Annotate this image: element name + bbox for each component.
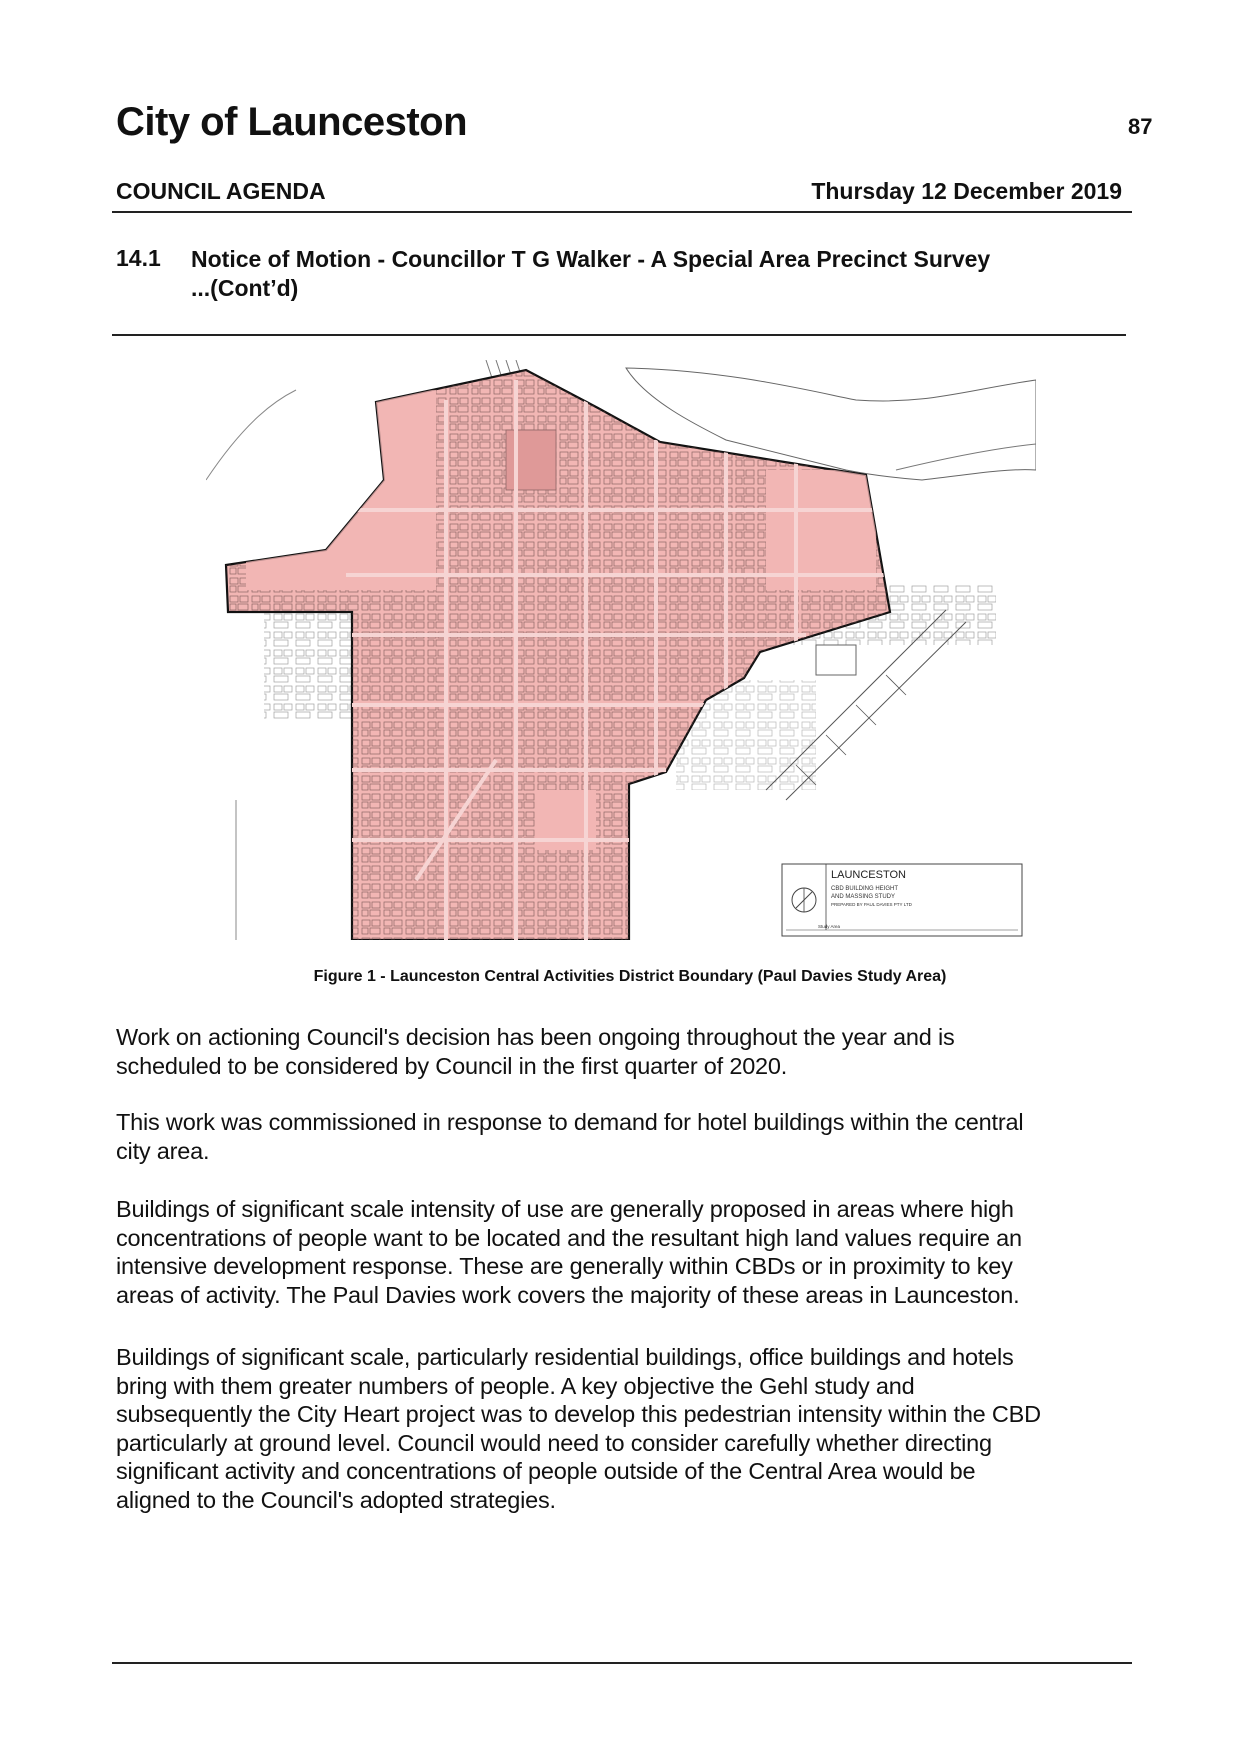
paragraph-line: aligned to the Council's adopted strategies. <box>116 1486 556 1513</box>
paragraph-line: Buildings of significant scale intensity of use are generally proposed in areas where high <box>116 1196 1014 1222</box>
paragraph-line: scheduled to be considered by Council in the first quarter of 2020. <box>116 1052 788 1079</box>
paragraph-1 <box>116 1023 1136 1080</box>
paragraph-line: intensive development response. These are generally within CBDs or in proximity to key <box>116 1253 1013 1279</box>
item-title-line-1: Notice of Motion - Councillor T G Walker - A Special Area Precinct Survey <box>191 246 991 272</box>
meeting-date: Thursday 12 December 2019 <box>811 178 1122 204</box>
paragraph-line: subsequently the City Heart project was to develop this pedestrian intensity within the CBD <box>116 1401 1041 1427</box>
item-title-line-2: ...(Cont’d) <box>191 275 299 301</box>
paragraph-2 <box>116 1108 1136 1165</box>
paragraph-4 <box>116 1343 1136 1514</box>
paragraph-line: city area. <box>116 1137 210 1164</box>
paragraph-line: areas of activity. The Paul Davies work covers the majority of these areas in Launceston. <box>116 1281 1020 1308</box>
legend-key: Study Area <box>818 924 841 929</box>
item-number: 14.1 <box>116 245 161 271</box>
document-title: City of Launceston <box>116 100 468 144</box>
figure-caption: Figure 1 - Launceston Central Activities District Boundary (Paul Davies Study Area) <box>313 968 947 985</box>
section-label: COUNCIL AGENDA <box>116 178 326 204</box>
paragraph-line: concentrations of people want to be located and the resultant high land values require an <box>116 1224 1022 1251</box>
legend-line-3: PREPARED BY PAUL DAVIES PTY LTD <box>831 902 912 907</box>
map-legend <box>782 864 1022 936</box>
legend-line-1: CBD BUILDING HEIGHT <box>831 886 899 892</box>
legend-title: LAUNCESTON <box>831 869 906 881</box>
paragraph-line: This work was commissioned in response to demand for hotel buildings within the central <box>116 1109 1024 1135</box>
footer-divider <box>112 1662 1132 1664</box>
paragraph-line: bring with them greater numbers of people. A key objective the Gehl study and <box>116 1372 915 1399</box>
district-boundary-map <box>206 360 1036 940</box>
paragraph-3 <box>116 1195 1136 1309</box>
paragraph-line: Buildings of significant scale, particularly residential buildings, office buildings and hotels <box>116 1344 1014 1370</box>
paragraph-line: particularly at ground level. Council would need to consider carefully whether directing <box>116 1429 992 1456</box>
paragraph-line: significant activity and concentrations of people outside of the Central Area would be <box>116 1458 976 1484</box>
item-divider <box>112 334 1126 336</box>
paragraph-line: Work on actioning Council's decision has been ongoing throughout the year and is <box>116 1024 955 1050</box>
page-number: 87 <box>1128 114 1153 139</box>
header-divider <box>112 211 1132 213</box>
item-title <box>191 245 1091 303</box>
legend-line-2: AND MASSING STUDY <box>831 894 896 900</box>
